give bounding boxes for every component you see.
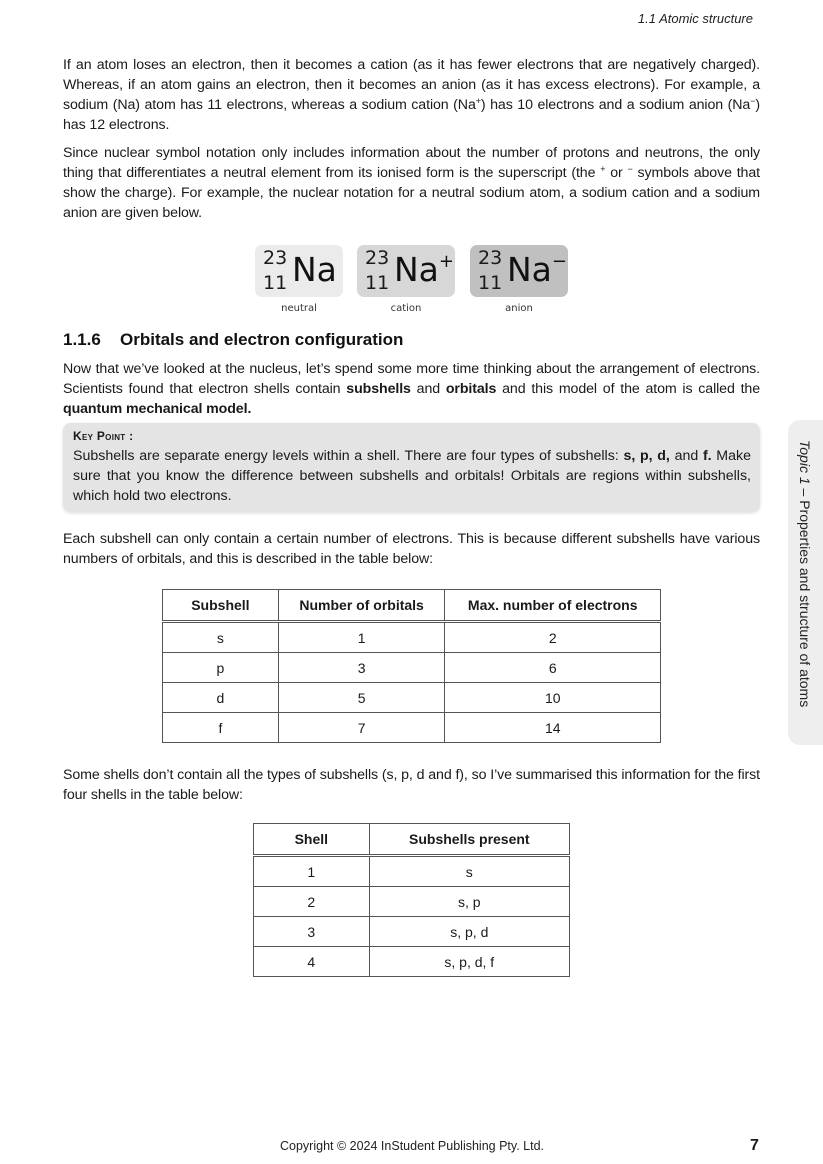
table-header-row bbox=[163, 590, 661, 622]
topic-number: Topic 1 bbox=[797, 440, 813, 485]
table-cell: f bbox=[163, 713, 279, 743]
element-symbol bbox=[292, 250, 337, 289]
table-row bbox=[254, 947, 570, 977]
running-head: 1.1 Atomic structure bbox=[637, 11, 753, 26]
atomic-number: 11 bbox=[478, 272, 503, 294]
table-cell: 3 bbox=[254, 917, 370, 947]
paragraph-subshell-capacity: Each subshell can only contain a certain number of electrons. This is because different subshells have various numbers of orbitals, and this is described in the table below: bbox=[63, 531, 760, 567]
table-cell: 2 bbox=[254, 887, 370, 917]
table-cell: 7 bbox=[278, 713, 445, 743]
key-point-body bbox=[73, 446, 751, 506]
subshell-table bbox=[162, 589, 661, 743]
table-cell: s bbox=[369, 856, 569, 887]
text: symbols above that show the charge). For example, the nuclear notation for a neutral sodium atom, a sodium cation and a sodium anion are given below. bbox=[63, 165, 760, 221]
column-header: Subshell bbox=[163, 590, 279, 622]
table-cell: 4 bbox=[254, 947, 370, 977]
key-point-box bbox=[63, 423, 760, 512]
table-cell: 3 bbox=[278, 653, 445, 683]
column-header: Max. number of electrons bbox=[445, 590, 661, 622]
caption-cation: cation bbox=[390, 303, 422, 314]
paragraph-quantum-model bbox=[63, 359, 760, 419]
text: Now that we’ve looked at the nucleus, let’s spend some more time thinking about the arrangement of electrons. Scientists found that electron shells contain bbox=[63, 361, 760, 397]
table-cell: 10 bbox=[445, 683, 661, 713]
text: Since nuclear symbol notation only includes information about the number of protons and neutrons, the only thing that differentiates a neutral element from its ionised form is the superscript (the bbox=[63, 145, 760, 181]
bold-term: s, p, d, bbox=[623, 448, 670, 464]
column-header: Number of orbitals bbox=[278, 590, 445, 622]
copyright-footer: Copyright © 2024 InStudent Publishing Pty. Ltd. bbox=[280, 1139, 545, 1153]
page-number: 7 bbox=[750, 1137, 759, 1154]
text: and this model of the atom is called the bbox=[496, 381, 760, 397]
charge: − bbox=[551, 251, 568, 272]
mass-number: 23 bbox=[263, 247, 288, 269]
superscript: + bbox=[600, 164, 606, 174]
bold-term: quantum mechanical model. bbox=[63, 401, 252, 417]
text: or bbox=[605, 165, 628, 181]
text: and bbox=[410, 381, 446, 397]
bold-term: subshells bbox=[346, 381, 411, 397]
section-title: Orbitals and electron configuration bbox=[120, 330, 404, 349]
symbol-text: Na bbox=[507, 250, 552, 289]
table-row bbox=[163, 683, 661, 713]
section-heading bbox=[63, 330, 403, 350]
charge: + bbox=[438, 251, 455, 272]
table-header-row bbox=[254, 824, 570, 856]
element-symbol bbox=[394, 250, 454, 289]
table-cell: d bbox=[163, 683, 279, 713]
text: ) has 10 electrons and a sodium anion (Na bbox=[480, 97, 751, 113]
table-cell: 1 bbox=[278, 622, 445, 653]
atomic-number: 11 bbox=[263, 272, 288, 294]
superscript: − bbox=[750, 96, 756, 106]
table-row bbox=[163, 653, 661, 683]
superscript: − bbox=[627, 164, 633, 174]
table-cell: s, p, d bbox=[369, 917, 569, 947]
shell-table bbox=[253, 823, 570, 977]
element-symbol bbox=[507, 250, 567, 289]
topic-title: Properties and structure of atoms bbox=[797, 500, 813, 708]
table-cell: 2 bbox=[445, 622, 661, 653]
superscript: + bbox=[475, 96, 481, 106]
caption-anion: anion bbox=[505, 303, 533, 314]
column-header: Shell bbox=[254, 824, 370, 856]
mass-number: 23 bbox=[365, 247, 390, 269]
key-point-title: Key Point : bbox=[73, 429, 134, 443]
table-cell: s, p bbox=[369, 887, 569, 917]
table-cell: 14 bbox=[445, 713, 661, 743]
bold-term: f. bbox=[702, 448, 712, 464]
nuclide-figure bbox=[255, 245, 575, 320]
table-cell: s bbox=[163, 622, 279, 653]
table-cell: 5 bbox=[278, 683, 445, 713]
topic-side-tab[interactable] bbox=[788, 420, 823, 745]
nuclide-anion bbox=[470, 245, 568, 297]
column-header: Subshells present bbox=[369, 824, 569, 856]
separator: – bbox=[797, 484, 813, 501]
nuclide-neutral bbox=[255, 245, 343, 297]
table-row bbox=[254, 887, 570, 917]
table-row bbox=[254, 917, 570, 947]
nuclide-cation bbox=[357, 245, 455, 297]
table-cell: s, p, d, f bbox=[369, 947, 569, 977]
table-cell: p bbox=[163, 653, 279, 683]
section-number: 1.1.6 bbox=[63, 330, 101, 349]
table-row bbox=[163, 713, 661, 743]
symbol-text: Na bbox=[292, 250, 337, 289]
text: ) has 12 electrons. bbox=[63, 97, 760, 133]
text: Subshells are separate energy levels within a shell. There are four types of subshells: bbox=[73, 448, 624, 464]
text: Make sure that you know the difference between subshells and orbitals! Orbitals are regions within subshells, which hold two electrons. bbox=[73, 448, 751, 504]
atomic-number: 11 bbox=[365, 272, 390, 294]
table-row bbox=[163, 622, 661, 653]
symbol-text: Na bbox=[394, 250, 439, 289]
topic-side-tab-label bbox=[797, 440, 813, 707]
mass-number: 23 bbox=[478, 247, 503, 269]
table-row bbox=[254, 856, 570, 887]
paragraph-ions bbox=[63, 55, 760, 135]
text: and bbox=[669, 448, 703, 464]
paragraph-nuclear-notation bbox=[63, 143, 760, 223]
table-cell: 1 bbox=[254, 856, 370, 887]
paragraph-shells-summary: Some shells don’t contain all the types of subshells (s, p, d and f), so I’ve summarised this information for the first four shells in the table below: bbox=[63, 767, 761, 803]
table-cell: 6 bbox=[445, 653, 661, 683]
bold-term: orbitals bbox=[445, 381, 497, 397]
caption-neutral: neutral bbox=[281, 303, 317, 314]
text: If an atom loses an electron, then it becomes a cation (as it has fewer electrons that are negatively charged). Whereas, if an atom gains an electron, then it becomes an anion (as it has excess electrons). For example, a sodium (Na) atom has 11 electrons, whereas a sodium cation (Na bbox=[63, 57, 760, 113]
